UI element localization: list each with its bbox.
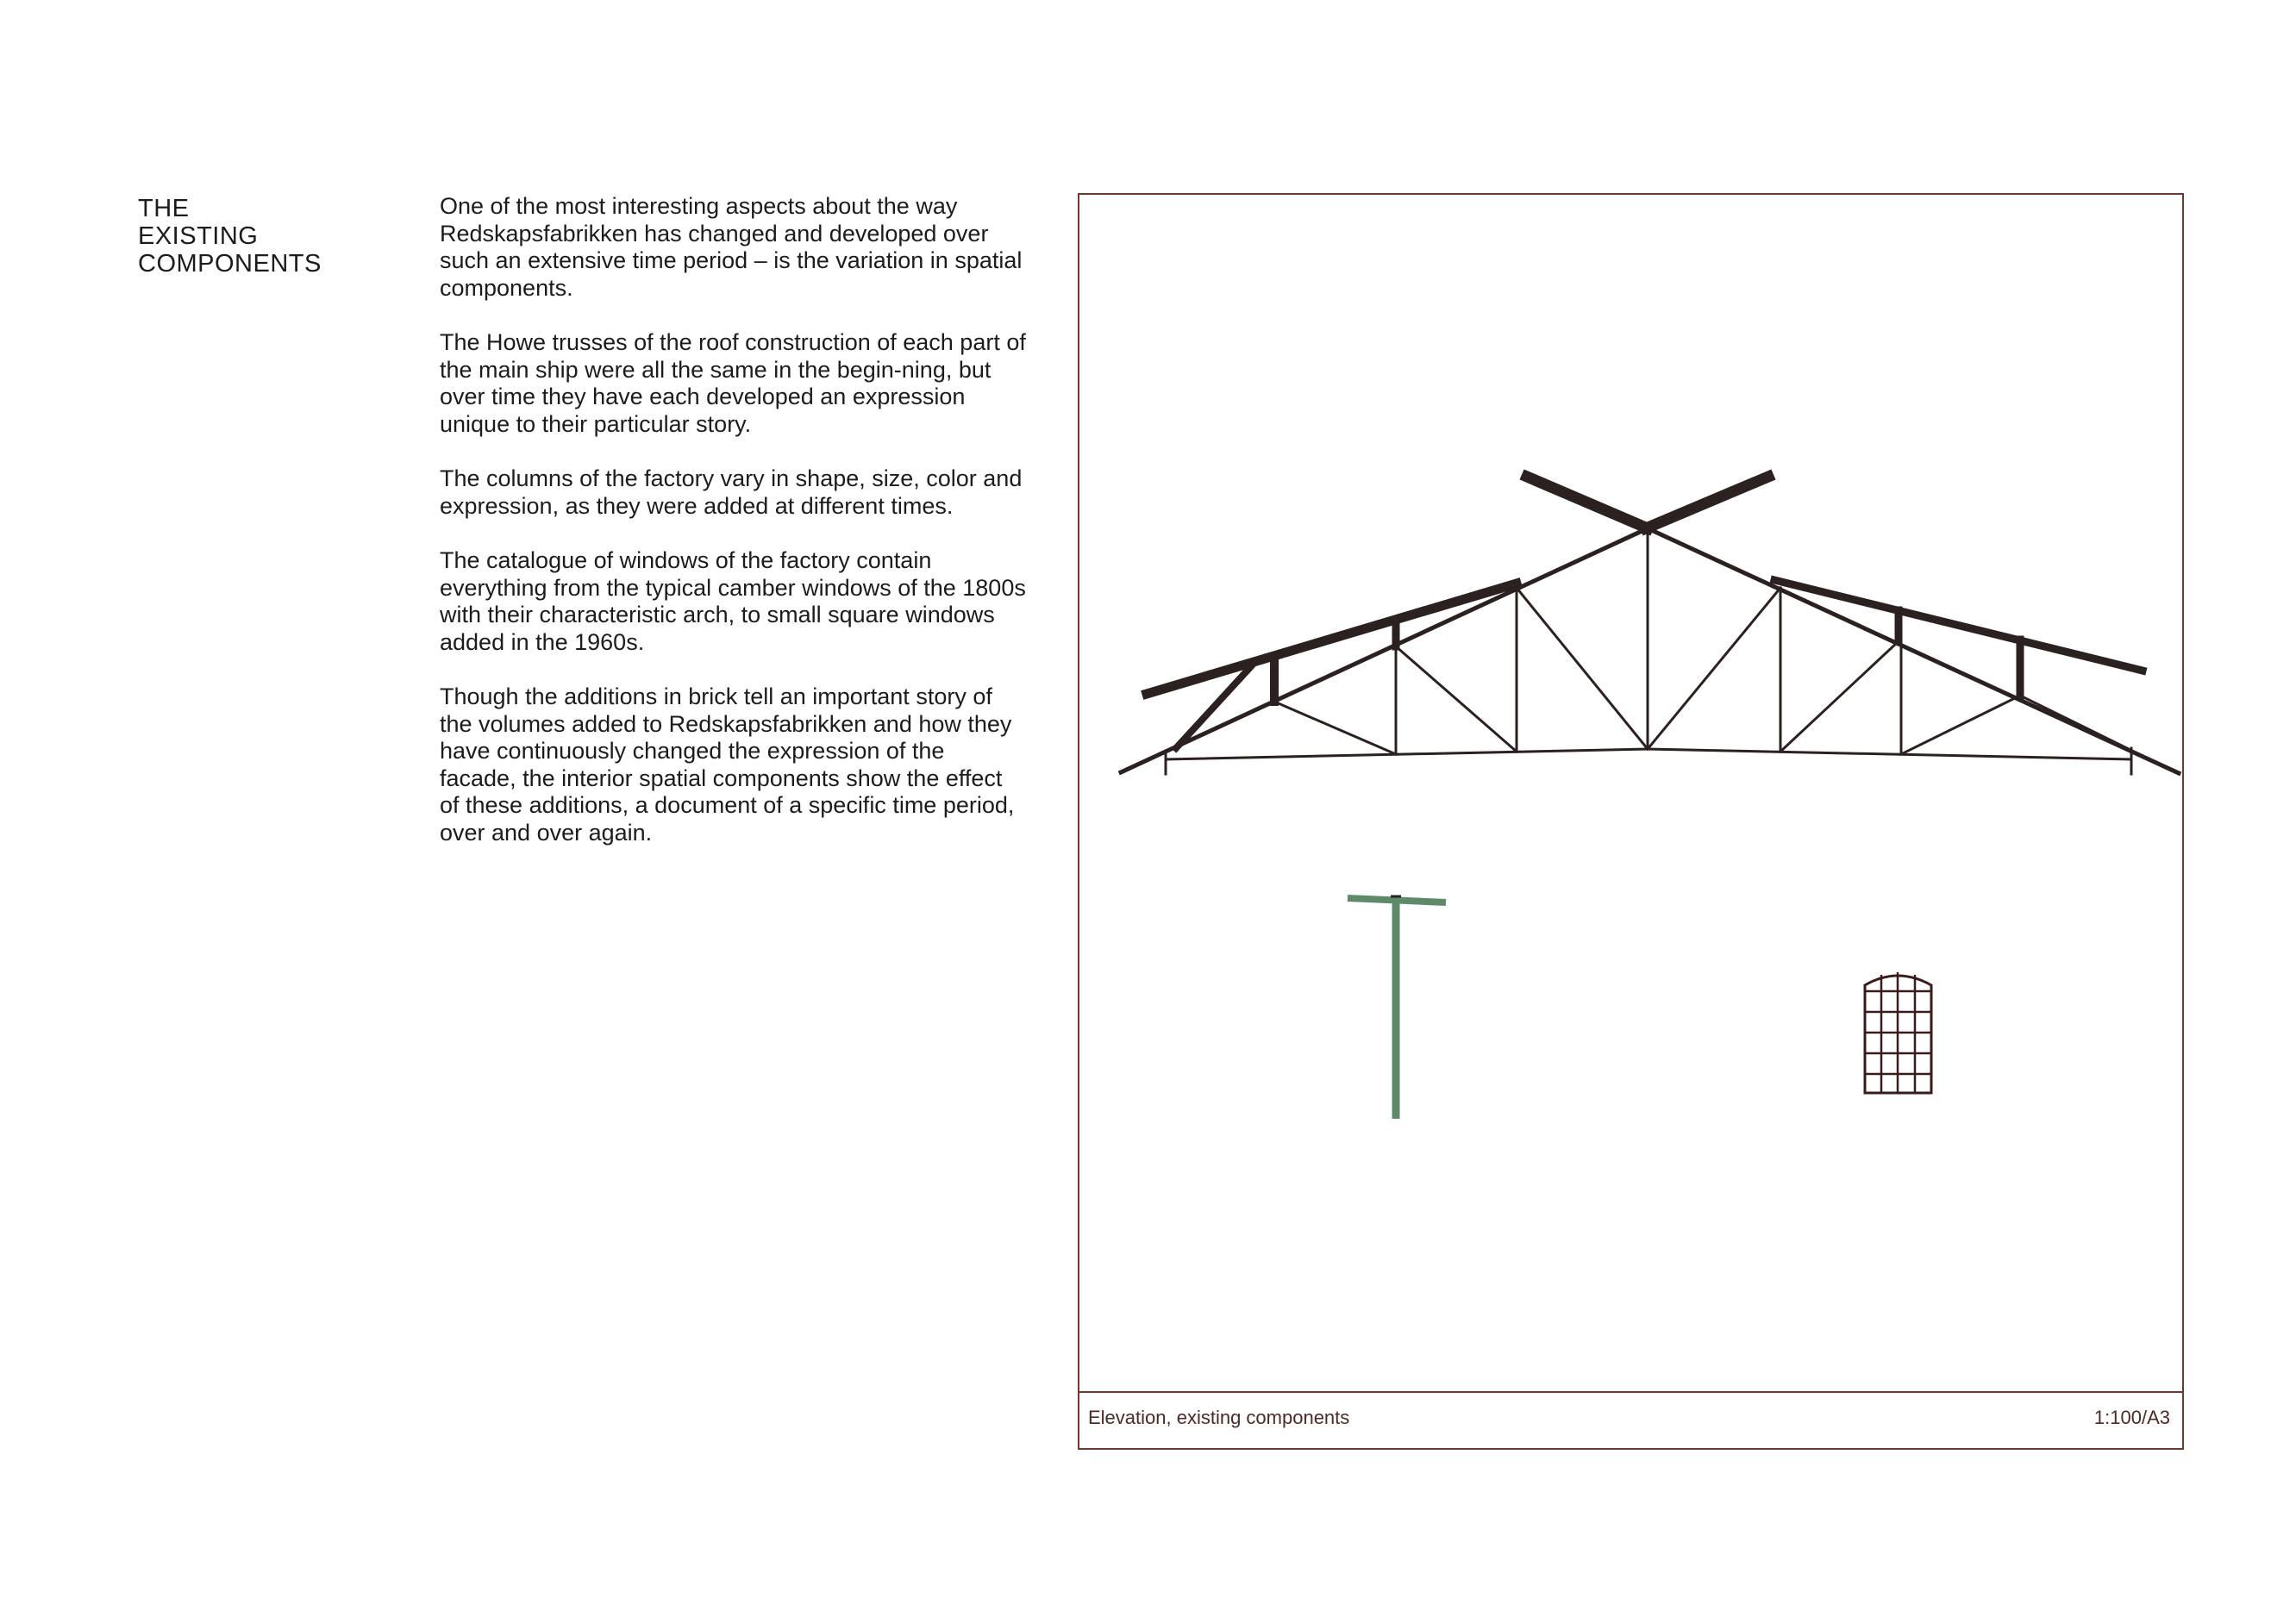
drawing-scale: 1:100/A3 bbox=[2093, 1407, 2170, 1428]
howe-truss bbox=[1121, 477, 2179, 774]
body-paragraph-5: Though the additions in brick tell an important story of the volumes added to Redskapsfabrikken and how they have continuously changed the expression of the facade, the interior spatial components show the effect of these additions, a document of a specific time period, over and over again. bbox=[440, 684, 1015, 846]
truss-rafter-left-outer bbox=[1147, 584, 1517, 694]
truss-diagonal-l2 bbox=[1396, 646, 1517, 752]
arched-window bbox=[1865, 972, 1931, 1093]
truss-diagonal-r2 bbox=[1780, 641, 1899, 752]
body-paragraph-4: The catalogue of windows of the factory contain everything from the typical camber windows of the 1800s with their characteristic arch, to small square windows added in the 1960s. bbox=[440, 547, 1026, 655]
truss-ridge-right-arm bbox=[1646, 477, 1768, 528]
section-title-line-1: THE bbox=[138, 195, 190, 222]
truss-diagonal-l1 bbox=[1274, 702, 1396, 754]
body-paragraph-3: The columns of the factory vary in shape, size, color and expression, as they were added at different times. bbox=[440, 465, 1023, 519]
green-column bbox=[1348, 896, 1446, 1119]
section-title-line-2: EXISTING bbox=[138, 222, 259, 250]
truss-bottom-chord bbox=[1166, 749, 1648, 759]
drawing-caption: Elevation, existing components bbox=[1088, 1407, 1350, 1428]
section-title bbox=[138, 195, 322, 278]
body-text bbox=[440, 193, 1026, 874]
truss-diagonal-r3 bbox=[1648, 588, 1780, 749]
truss-diagonal-l3 bbox=[1517, 588, 1648, 749]
drawing-caption-bar bbox=[1079, 1391, 2182, 1448]
truss-bottom-chord-right bbox=[1648, 749, 2131, 759]
body-paragraph-2: The Howe trusses of the roof construction of each part of the main ship were all the same in the begin-ning, but over time they have each developed an expression unique to their particular story. bbox=[440, 329, 1026, 437]
truss-diagonal-r1 bbox=[1901, 696, 2020, 754]
elevation-drawing-frame bbox=[1078, 193, 2184, 1450]
truss-ridge-left-arm bbox=[1527, 477, 1648, 528]
truss-ridge-node bbox=[1642, 523, 1653, 534]
truss-rafter-right-outer bbox=[1774, 580, 2143, 671]
truss-diagonal-r0 bbox=[2020, 696, 2127, 748]
elevation-drawing bbox=[1079, 195, 2182, 1391]
body-paragraph-1: One of the most interesting aspects about the way Redskapsfabrikken has changed and developed over such an extensive time period – is the variation in spatial components. bbox=[440, 193, 1023, 301]
section-title-line-3: COMPONENTS bbox=[138, 250, 322, 278]
